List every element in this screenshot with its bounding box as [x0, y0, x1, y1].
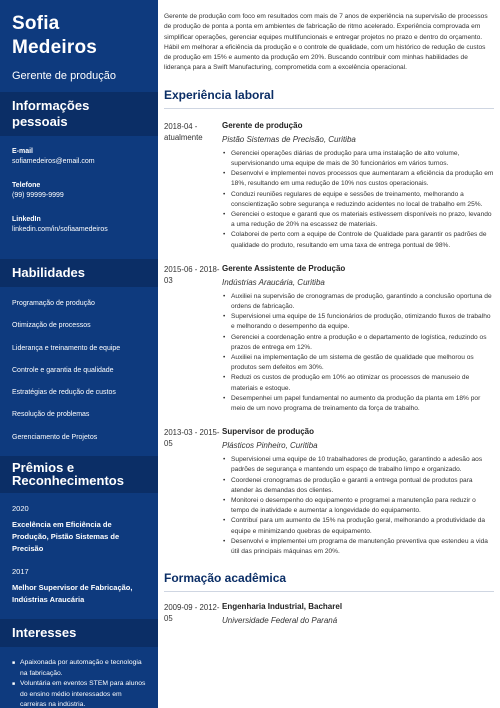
- candidate-role: Gerente de produção: [12, 70, 116, 82]
- awards-heading: Prêmios e Reconhecimentos: [0, 456, 158, 493]
- education-school: Universidade Federal do Paraná: [222, 616, 338, 626]
- linkedin-value[interactable]: linkedin.com/in/sofiaamedeiros: [12, 226, 108, 233]
- skills-list: [0, 287, 158, 456]
- skill-item: Otimização de processos: [12, 322, 91, 330]
- job-company: Plásticos Pinheiro, Curitiba: [222, 441, 318, 451]
- skill-item: Controle e garantia de qualidade: [12, 366, 114, 374]
- skill-item: Resolução de problemas: [12, 411, 90, 419]
- job-company: Indústrias Araucária, Curitiba: [222, 277, 325, 287]
- job-bullet: • Contribuí para um aumento de 15% na produção geral, melhorando a produtividade da equipe e minimizando quebras de equipamento.: [222, 516, 494, 536]
- job-bullet: • Gerenciei o estoque e garanti que os materiais estivessem disponíveis no prazo, levando a uma redução de 20% na escassez de materiais.: [222, 210, 494, 230]
- job-bullet: • Supervisionei uma equipe de 10 trabalhadores de produção, garantindo a adesão aos padrões de segurança e mantendo um espaço de trabalho limpo e organizado.: [222, 455, 494, 475]
- job-bullet: • Gerenciei operações diárias de produção para uma instalação de alto volume, supervisionando uma equipe de mais de 30 funcionários em vários turnos.: [222, 149, 494, 169]
- interests-heading: Interesses: [0, 619, 158, 647]
- award-name: Excelência em Eficiência de Produção, Pistão Sistemas de Precisão: [12, 520, 120, 554]
- skills-heading: Habilidades: [0, 259, 158, 287]
- job-bullet: • Desenvolvi e implementei novos processos que aumentaram a eficiência da produção em 18%, resultando em uma redução de 10% nos custos operacionais.: [222, 169, 494, 189]
- education-heading: Formação acadêmica: [164, 571, 494, 592]
- linkedin-label: LinkedIn: [12, 216, 41, 223]
- job-bullet: • Desenvolvi e implementei um programa de manutenção preventiva que estendeu a vida útil das principais máquinas em 20%.: [222, 537, 494, 557]
- job-bullet: • Coordenei cronogramas de produção e garanti a entrega pontual de produtos para atender às demandas dos clientes.: [222, 476, 494, 496]
- job-bullets: [222, 292, 494, 414]
- interest-item: ■ Voluntária em eventos STEM para alunos do ensino médio interessados em carreiras na indústria.: [20, 679, 146, 708]
- education-degree: Engenharia Industrial, Bacharel: [222, 602, 343, 612]
- job-bullet: • Auxiliei na implementação de um sistema de gestão de qualidade que melhorou os produtos sem defeitos em 30%.: [222, 353, 494, 373]
- skill-item: Gerenciamento de Projetos: [12, 433, 98, 441]
- job-title: Gerente Assistente de Produção: [222, 263, 346, 273]
- profile-header: [0, 0, 158, 92]
- main-content: [164, 0, 494, 708]
- skill-item: Liderança e treinamento de equipe: [12, 344, 121, 352]
- job-bullet: • Desempenhei um papel fundamental no aumento da produção da planta em 18% por meio de um novo programa de treinamento da força de trabalho.: [222, 394, 494, 414]
- job-company: Pistão Sistemas de Precisão, Curitiba: [222, 134, 356, 144]
- job-title: Supervisor de produção: [222, 427, 315, 437]
- job-bullets: [222, 149, 494, 251]
- job-bullet: • Supervisionei uma equipe de 15 funcionários de produção, otimizando fluxos de trabalho e melhorando o desempenho da equipe.: [222, 312, 494, 332]
- job-bullet: • Reduzi os custos de produção em 10% ao otimizar os processos de manuseio de materiais e estoque.: [222, 373, 494, 393]
- email-value[interactable]: sofiamedeiros@email.com: [12, 158, 95, 165]
- job-bullet: • Conduzi reuniões regulares de equipe e sessões de treinamento, melhorando a conscientização sobre segurança e reduzindo acidentes no local de trabalho em 25%.: [222, 190, 494, 210]
- phone-label: Telefone: [12, 182, 41, 189]
- job-entry: [164, 427, 494, 557]
- interests-list: [0, 647, 158, 708]
- personal-info-heading: Informações pessoais: [0, 92, 158, 136]
- candidate-name: Sofia Medeiros: [12, 13, 98, 58]
- job-date: 2013-03 - 2015-05: [164, 428, 220, 449]
- award-year: 2017: [12, 567, 29, 577]
- job-bullet: • Auxiliei na supervisão de cronogramas de produção, garantindo a conclusão oportuna de ordens de fabricação.: [222, 292, 494, 312]
- education-entry: [164, 602, 494, 625]
- job-entry: [164, 264, 494, 414]
- phone-value: (99) 99999-9999: [12, 192, 64, 199]
- sidebar: [0, 0, 158, 708]
- award-year: 2020: [12, 504, 29, 514]
- job-bullet: • Colaborei de perto com a equipe de Controle de Qualidade para garantir os padrões de qualidade do produto, resultando em uma taxa de entrega pontual de 98%.: [222, 230, 494, 250]
- job-bullet: • Monitorei o desempenho do equipamento e programei a manutenção para reduzir o tempo de inatividade e aumentar a longevidade do equipamento.: [222, 496, 494, 516]
- job-date: 2018-04 - atualmente: [164, 121, 203, 142]
- job-entry: [164, 121, 494, 251]
- skill-item: Programação de produção: [12, 300, 95, 307]
- education-date: 2009-09 - 2012-05: [164, 603, 220, 624]
- profile-summary: Gerente de produção com foco em resultados com mais de 7 anos de experiência na supervisão de processos de produção de ponta a ponta em ambientes de fabricação de ritmo acelerado. Experiência comprovada em simplificar operações, gerenciar equipes multifuncionais e entregar projetos no prazo e dentro do orçamento. Hábil em melhorar a eficiência da produção e o controle de qualidade, com um histórico de redução de custos de produção em 15% e aumento da produção em 20%. Buscando contribuir com minhas habilidades de liderança para a Swift Manufacturing, comprometida com a excelência operacional.: [164, 13, 488, 72]
- job-bullet: • Gerenciei a coordenação entre a produção e o departamento de logística, reduzindo os prazos de entrega em 12%.: [222, 333, 494, 353]
- job-bullets: [222, 455, 494, 557]
- skill-item: Estratégias de redução de custos: [12, 389, 116, 397]
- experience-heading: Experiência laboral: [164, 88, 494, 109]
- job-date: 2015-06 - 2018-03: [164, 264, 220, 286]
- personal-info: [0, 136, 158, 233]
- job-title: Gerente de produção: [222, 120, 303, 130]
- interest-item: ■ Apaixonada por automação e tecnologia na fabricação.: [20, 658, 146, 679]
- email-label: E-mail: [12, 148, 34, 155]
- awards-list: [0, 493, 158, 606]
- award-name: Melhor Supervisor de Fabricação, Indústrias Araucária: [12, 583, 133, 605]
